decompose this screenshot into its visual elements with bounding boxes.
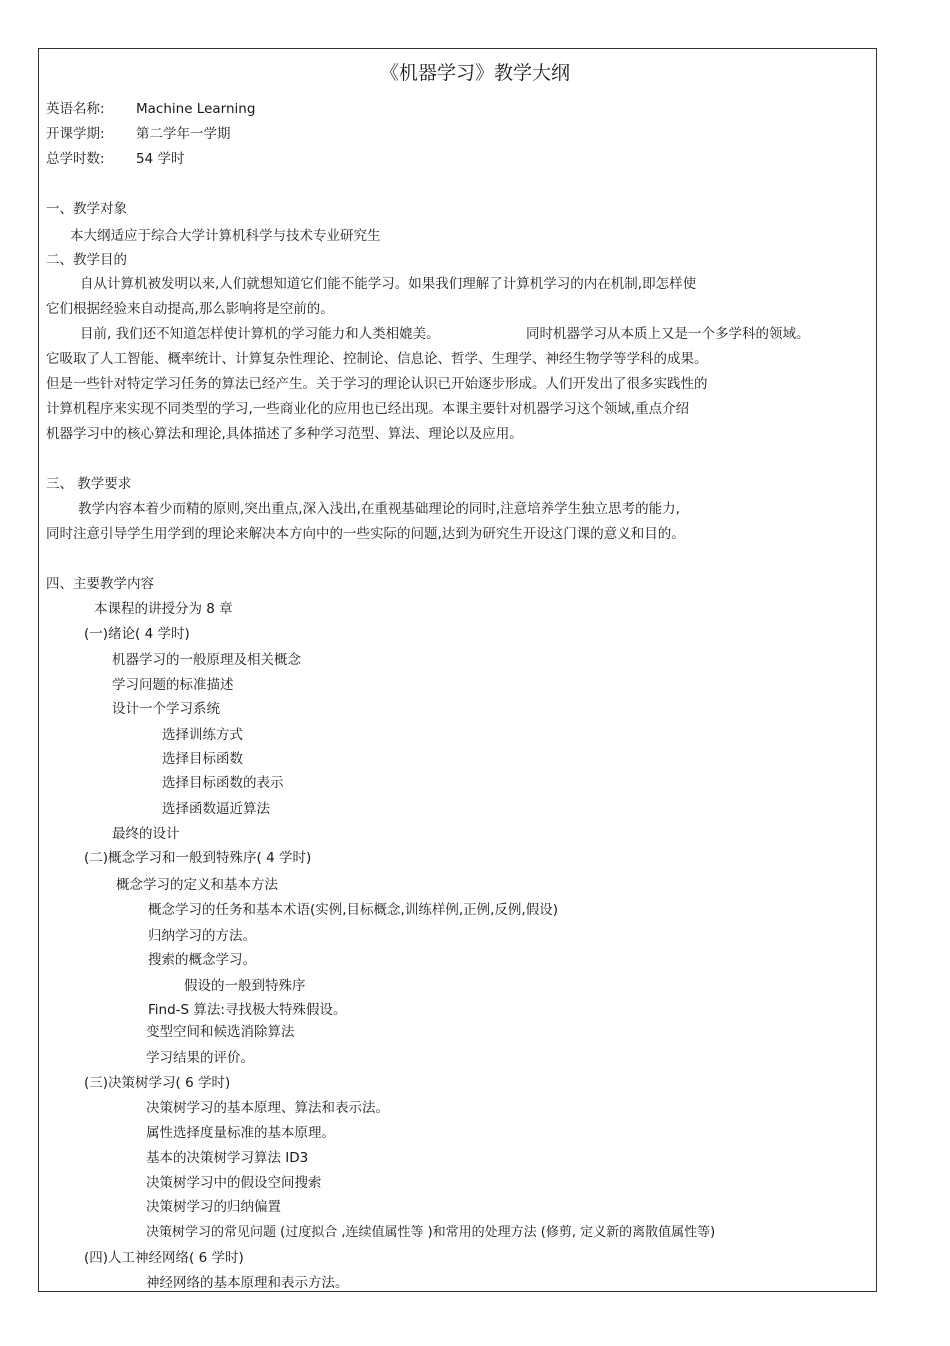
chapter-heading: (四)人工神经网络( 6 学时)	[84, 1250, 244, 1266]
chapter-item: 属性选择度量标准的基本原理。	[146, 1125, 335, 1141]
chapter-item: 决策树学习的常见问题 (过度拟合 ,连续值属性等 )和常用的处理方法 (修剪, 定义新的离散值属性等)	[146, 1225, 716, 1240]
chapter-subitem: 变型空间和候选消除算法	[146, 1024, 295, 1040]
paragraph-line: 自从计算机被发明以来,人们就想知道它们能不能学习。如果我们理解了计算机学习的内在机制,即怎样使	[80, 276, 697, 292]
paragraph-line: 计算机程序来实现不同类型的学习,一些商业化的应用也已经出现。本课主要针对机器学习这个领域,重点介绍	[46, 401, 690, 417]
chapter-item: 概念学习的定义和基本方法	[116, 877, 278, 893]
paragraph-line: 目前, 我们还不知道怎样使计算机的学习能力和人类相媲美。	[80, 326, 440, 342]
meta-value: 54 学时	[136, 151, 185, 167]
meta-row-semester	[46, 125, 231, 143]
chapter-item: 基本的决策树学习算法 ID3	[146, 1150, 309, 1166]
paragraph-line: 同时机器学习从本质上又是一个多学科的领域。	[526, 326, 810, 342]
chapter-subitem: 选择目标函数的表示	[162, 775, 284, 791]
meta-value: 第二学年一学期	[136, 126, 231, 142]
chapter-item: 决策树学习中的假设空间搜索	[146, 1175, 322, 1191]
chapter-item: 设计一个学习系统	[112, 701, 220, 717]
section-heading-content: 四、主要教学内容	[46, 576, 154, 592]
meta-value: Machine Learning	[136, 101, 256, 117]
chapter-heading: (二)概念学习和一般到特殊序( 4 学时)	[84, 850, 312, 866]
chapter-item: 学习问题的标准描述	[112, 677, 234, 693]
chapter-item: 决策树学习的归纳偏置	[146, 1199, 281, 1215]
chapter-subitem: 选择目标函数	[162, 751, 243, 767]
paragraph-line: 教学内容本着少而精的原则,突出重点,深入浅出,在重视基础理论的同时,注意培养学生独立思考的能力,	[78, 501, 680, 517]
meta-row-total-hours	[46, 150, 185, 168]
page-title: 《机器学习》教学大纲	[379, 62, 570, 84]
section-heading-purpose: 二、教学目的	[46, 252, 127, 268]
chapter-item: 最终的设计	[112, 826, 180, 842]
paragraph-line: 它们根据经验来自动提高,那么影响将是空前的。	[46, 301, 334, 317]
chapter-subitem: 假设的一般到特殊序	[184, 978, 306, 994]
chapter-item: 神经网络的基本原理和表示方法。	[146, 1275, 349, 1291]
content-intro: 本课程的讲授分为 8 章	[94, 601, 233, 617]
chapter-subitem: 选择函数逼近算法	[162, 801, 270, 817]
section-text-audience: 本大纲适应于综合大学计算机科学与技术专业研究生	[70, 228, 381, 244]
chapter-subitem: 搜索的概念学习。	[148, 952, 256, 968]
chapter-subitem: 学习结果的评价。	[146, 1050, 254, 1066]
chapter-subitem: 概念学习的任务和基本术语(实例,目标概念,训练样例,正例,反例,假设)	[148, 902, 558, 918]
chapter-item: 决策树学习的基本原理、算法和表示法。	[146, 1100, 389, 1116]
meta-label: 英语名称:	[46, 101, 105, 117]
chapter-subitem: 归纳学习的方法。	[148, 928, 256, 944]
chapter-subitem: Find-S 算法:寻找极大特殊假设。	[148, 1002, 347, 1018]
section-heading-audience: 一、教学对象	[46, 201, 127, 217]
meta-row-english-name	[46, 100, 256, 118]
paragraph-line: 它吸取了人工智能、概率统计、计算复杂性理论、控制论、信息论、哲学、生理学、神经生物学等学科的成果。	[46, 351, 708, 367]
chapter-item: 机器学习的一般原理及相关概念	[112, 652, 301, 668]
paragraph-line: 但是一些针对特定学习任务的算法已经产生。关于学习的理论认识已开始逐步形成。人们开发出了很多实践性的	[46, 376, 708, 392]
section-heading-requirements: 三、 教学要求	[46, 476, 132, 492]
chapter-heading: (一)绪论( 4 学时)	[84, 626, 190, 642]
meta-label: 总学时数:	[46, 151, 105, 167]
chapter-subitem: 选择训练方式	[162, 727, 243, 743]
meta-label: 开课学期:	[46, 126, 105, 142]
chapter-heading: (三)决策树学习( 6 学时)	[84, 1075, 231, 1091]
paragraph-line: 同时注意引导学生用学到的理论来解决本方向中的一些实际的问题,达到为研究生开设这门课的意义和目的。	[46, 526, 685, 542]
paragraph-line: 机器学习中的核心算法和理论,具体描述了多种学习范型、算法、理论以及应用。	[46, 426, 523, 442]
